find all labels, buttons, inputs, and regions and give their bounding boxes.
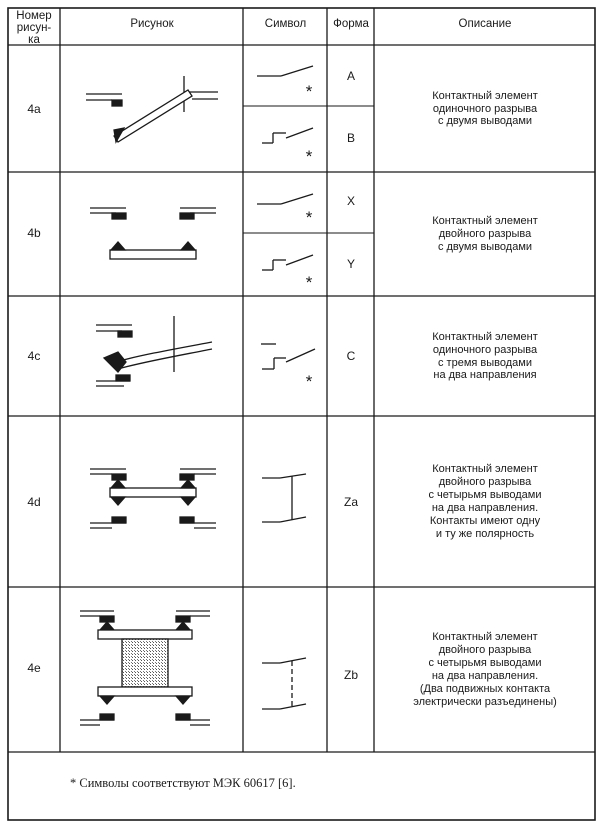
description-4a: Контактный элемент одиночного разрыва с двумя выводами	[432, 89, 538, 128]
symbol-form-y	[262, 255, 313, 270]
header-description: Описание	[458, 18, 512, 30]
description-4e: Контактный элемент двойного разрыва с четырьмя выводами на два направления. (Два подвижных контакта электрически разъединены)	[413, 631, 557, 708]
symbol-form-c	[261, 344, 315, 369]
header-form: Форма	[333, 18, 369, 30]
row-number-4d: 4d	[27, 495, 41, 509]
row-number-4c: 4c	[27, 349, 41, 363]
description-4b: Контактный элемент двойного разрыва с двумя выводами	[432, 215, 538, 253]
header-picture: Рисунок	[130, 18, 174, 30]
header-symbol: Символ	[264, 18, 307, 30]
form-b: B	[346, 131, 355, 145]
symbol-form-x	[257, 194, 313, 204]
asterisk-x: *	[305, 208, 313, 227]
symbol-form-a	[257, 66, 313, 76]
form-y: Y	[346, 257, 355, 271]
row-number-4e: 4e	[27, 661, 41, 675]
form-c: C	[346, 349, 356, 363]
asterisk-b: *	[305, 147, 313, 166]
symbol-form-zb	[262, 658, 306, 709]
description-4c: Контактный элемент одиночного разрыва с тремя выводами на два направления	[432, 330, 538, 382]
form-za: Za	[343, 495, 358, 509]
symbol-form-za	[262, 474, 306, 522]
footnote: * Символы соответствуют МЭК 60617 [6].	[70, 776, 296, 790]
form-zb: Zb	[343, 668, 358, 682]
picture-4d	[90, 469, 216, 528]
header-number: Номер рисун- ка	[16, 10, 52, 47]
form-x: X	[346, 194, 355, 208]
row-number-4a: 4a	[27, 102, 41, 116]
symbol-form-b	[262, 128, 313, 143]
description-4d: Контактный элемент двойного разрыва с четырьмя выводами на два направления. Контакты имеют одну и ту же полярность	[428, 463, 542, 540]
picture-4c	[96, 316, 212, 386]
picture-4b	[90, 208, 216, 259]
asterisk-y: *	[305, 273, 313, 292]
asterisk-a: *	[305, 82, 313, 101]
picture-4a	[86, 76, 218, 142]
asterisk-c: *	[305, 372, 313, 391]
form-a: A	[346, 69, 355, 83]
picture-4e	[80, 611, 210, 725]
row-number-4b: 4b	[27, 226, 41, 240]
